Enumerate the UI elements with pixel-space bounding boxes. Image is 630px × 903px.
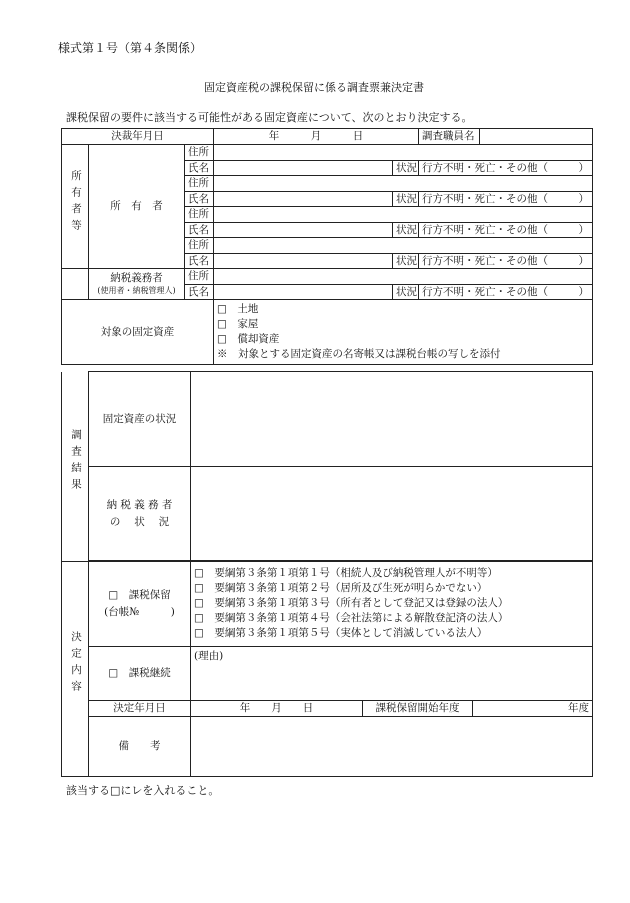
decision-group-label: 決定内容 bbox=[62, 561, 89, 777]
reason-1-checkbox[interactable]: □ 要綱第３条第１項第１号（相続人及び納税管理人が不明等） bbox=[194, 567, 498, 579]
status-label: 状況 bbox=[393, 284, 419, 300]
address-label: 住所 bbox=[185, 176, 214, 192]
address-label: 住所 bbox=[185, 238, 214, 254]
asset-options bbox=[214, 300, 593, 365]
name-label: 氏名 bbox=[185, 160, 214, 176]
asset-land-checkbox[interactable]: □ 土地 bbox=[217, 303, 259, 315]
address-field[interactable] bbox=[214, 269, 593, 285]
remarks-field[interactable] bbox=[191, 717, 593, 777]
reason-4-checkbox[interactable]: □ 要綱第３条第１項第４号（会社法第による解散登記済の法人） bbox=[194, 612, 509, 624]
address-field[interactable] bbox=[214, 176, 593, 192]
address-label: 住所 bbox=[185, 269, 214, 285]
intro-text: 課税保留の要件に該当する可能性がある固定資産について、次のとおり決定する。 bbox=[66, 111, 473, 124]
name-field[interactable] bbox=[214, 160, 393, 176]
name-field[interactable] bbox=[214, 191, 393, 207]
asset-note: ※ 対象とする固定資産の名寄帳又は課税台帳の写しを添付 bbox=[217, 348, 501, 360]
status-label: 状況 bbox=[393, 191, 419, 207]
owners-group-label: 所有者等 bbox=[62, 145, 89, 269]
name-field[interactable] bbox=[214, 253, 393, 269]
name-label: 氏名 bbox=[185, 222, 214, 238]
address-label: 住所 bbox=[185, 145, 214, 161]
decision-date-label: 決定年月日 bbox=[89, 701, 191, 717]
address-label: 住所 bbox=[185, 207, 214, 223]
survey-group-label: 調査結果 bbox=[62, 372, 89, 562]
hold-start-field[interactable]: 年度 bbox=[473, 701, 593, 717]
asset-status-field[interactable] bbox=[191, 372, 593, 467]
status-field[interactable]: 行方不明・死亡・その他（ ） bbox=[419, 284, 593, 300]
reason-field[interactable]: (理由) bbox=[191, 647, 593, 701]
decision-date-field[interactable]: 年 月 日 bbox=[191, 701, 363, 717]
name-field[interactable] bbox=[214, 222, 393, 238]
name-label: 氏名 bbox=[185, 191, 214, 207]
status-label: 状況 bbox=[393, 160, 419, 176]
decision-date-label: 決裁年月日 bbox=[62, 129, 214, 145]
name-label: 氏名 bbox=[185, 284, 214, 300]
reason-3-checkbox[interactable]: □ 要綱第３条第１項第３号（所有者として登記又は登録の法人） bbox=[194, 597, 509, 609]
address-field[interactable] bbox=[214, 207, 593, 223]
status-label: 状況 bbox=[393, 253, 419, 269]
status-field[interactable]: 行方不明・死亡・その他（ ） bbox=[419, 191, 593, 207]
address-field[interactable] bbox=[214, 145, 593, 161]
status-field[interactable]: 行方不明・死亡・その他（ ） bbox=[419, 222, 593, 238]
decision-date-field[interactable]: 年 月 日 bbox=[214, 129, 419, 145]
status-label: 状況 bbox=[393, 222, 419, 238]
owners-table bbox=[61, 128, 593, 365]
asset-label: 対象の固定資産 bbox=[62, 300, 214, 365]
inspector-field[interactable]: 調査職員名 bbox=[419, 129, 593, 145]
tax-hold-reasons bbox=[191, 561, 593, 647]
address-field[interactable] bbox=[214, 238, 593, 254]
decision-table bbox=[61, 560, 593, 777]
taxpayer-status-label: 納 税 義 務 者 の 状 況 bbox=[89, 467, 191, 562]
asset-depreciable-checkbox[interactable]: □ 償却資産 bbox=[217, 333, 280, 345]
tax-continue-option[interactable]: □ 課税継続 bbox=[89, 647, 191, 701]
taxpayer-status-field[interactable] bbox=[191, 467, 593, 562]
name-label: 氏名 bbox=[185, 253, 214, 269]
footer-note: 該当する□にレを入れること。 bbox=[66, 784, 220, 797]
survey-table bbox=[61, 371, 593, 562]
owner-label: 所 有 者 bbox=[89, 145, 185, 269]
status-field[interactable]: 行方不明・死亡・その他（ ） bbox=[419, 253, 593, 269]
asset-status-label: 固定資産の状況 bbox=[89, 372, 191, 467]
tax-hold-option[interactable]: □ 課税保留 (台帳№ ) bbox=[89, 561, 191, 647]
form-title: 固定資産税の課税保留に係る調査票兼決定書 bbox=[204, 81, 424, 94]
reason-5-checkbox[interactable]: □ 要綱第３条第１項第５号（実体として消滅している法人） bbox=[194, 627, 488, 639]
asset-house-checkbox[interactable]: □ 家屋 bbox=[217, 318, 259, 330]
taxpayer-label: 納税義務者 (使用者・納税管理人) bbox=[89, 269, 185, 300]
reason-2-checkbox[interactable]: □ 要綱第３条第１項第２号（居所及び生死が明らかでない） bbox=[194, 582, 488, 594]
remarks-label: 備 考 bbox=[89, 717, 191, 777]
owners-group-continued bbox=[62, 269, 89, 300]
status-field[interactable]: 行方不明・死亡・その他（ ） bbox=[419, 160, 593, 176]
hold-start-label: 課税保留開始年度 bbox=[363, 701, 473, 717]
name-field[interactable] bbox=[214, 284, 393, 300]
form-number: 様式第１号（第４条関係） bbox=[58, 41, 203, 55]
